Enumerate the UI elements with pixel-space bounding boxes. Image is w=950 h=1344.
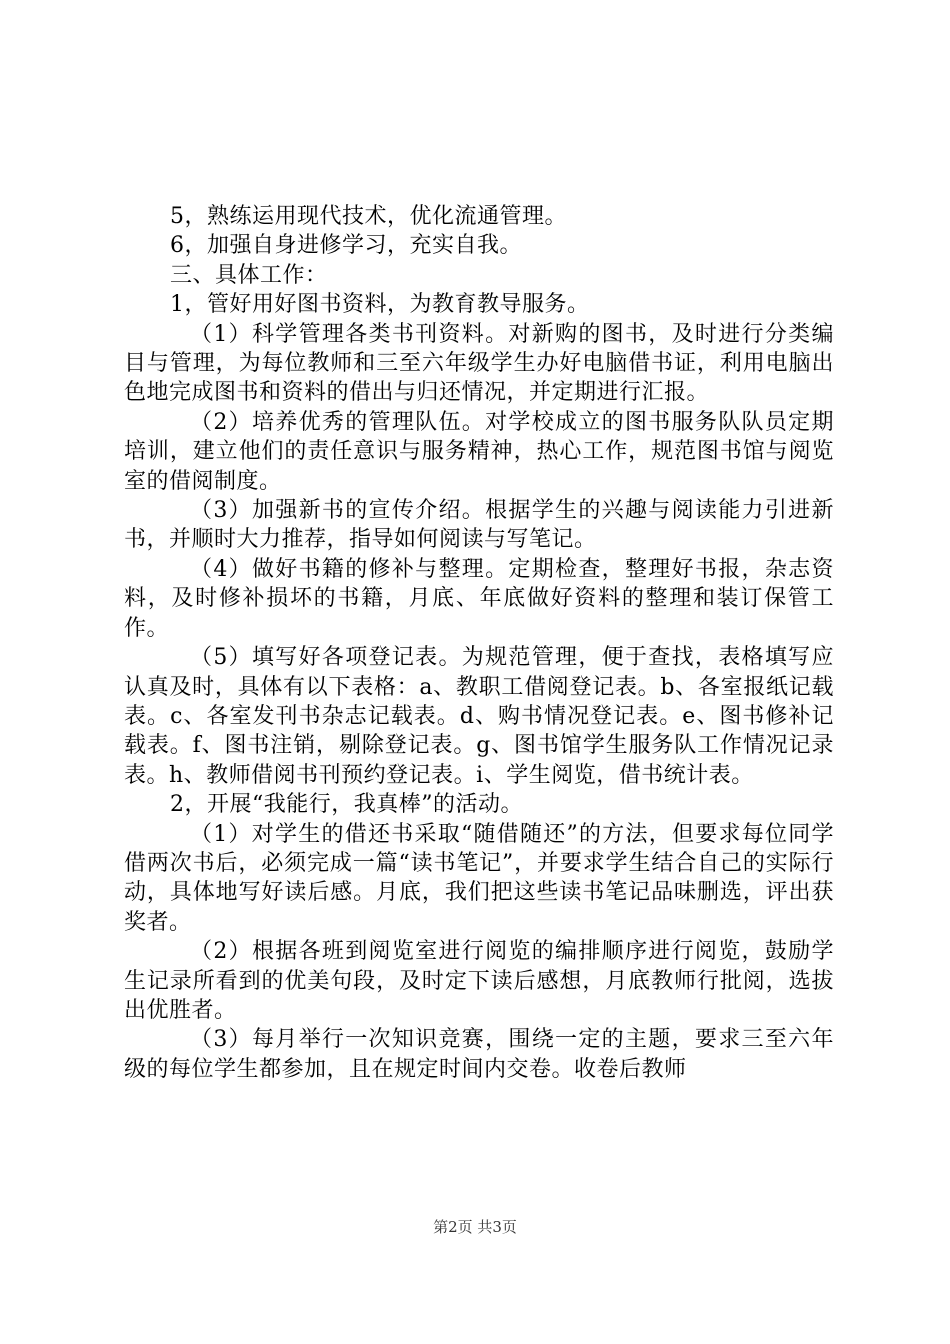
sub-item-1-2: （2）培养优秀的管理队伍。对学校成立的图书服务队队员定期培训，建立他们的责任意识与服务精神，热心工作，规范图书馆与阅览室的借阅制度。 xyxy=(124,409,834,494)
document-body xyxy=(124,202,834,1084)
paragraph-item-5: 5，熟练运用现代技术，优化流通管理。 xyxy=(170,204,567,229)
sub-item-1-5: （5）填写好各项登记表。为规范管理，便于查找，表格填写应认真及时，具体有以下表格：a、教职工借阅登记表。b、各室报纸记载表。c、各室发刊书杂志记载表。d、购书情况登记表。e、图书修补记载表。f、图书注销，剔除登记表。g、图书馆学生服务队工作情况记录表。h、教师借阅书刊预约登记表。i、学生阅览，借书统计表。 xyxy=(124,645,834,788)
sub-item-2-1: （1）对学生的借还书采取“随借随还”的方法，但要求每位同学借两次书后，必须完成一篇“读书笔记”，并要求学生结合自己的实际行动，具体地写好读后感。月底，我们把这些读书笔记品味删选，评出获奖者。 xyxy=(124,821,834,935)
work-item-2-heading: 2，开展“我能行，我真棒”的活动。 xyxy=(170,792,523,818)
sub-item-1-3: （3）加强新书的宣传介绍。根据学生的兴趣与阅读能力引进新书，并顺时大力推荐，指导如何阅读与写笔记。 xyxy=(124,498,834,553)
sub-item-2-3: （3）每月举行一次知识竞赛，围绕一定的主题，要求三至六年级的每位学生都参加，且在规定时间内交卷。收卷后教师 xyxy=(124,1027,834,1082)
work-item-1-heading: 1，管好用好图书资料，为教育教导服务。 xyxy=(170,292,590,318)
sub-item-2-2: （2）根据各班到阅览室进行阅览的编排顺序进行阅览，鼓励学生记录所看到的优美句段，及时定下读后感想，月底教师行批阅，选拔出优胜者。 xyxy=(124,939,834,1023)
section-heading-specific-work: 三、具体工作： xyxy=(170,262,328,288)
paragraph-item-6: 6，加强自身进修学习，充实自我。 xyxy=(170,233,522,259)
sub-item-1-1: （1）科学管理各类书刊资料。对新购的图书，及时进行分类编目与管理，为每位教师和三至六年级学生办好电脑借书证，利用电脑出色地完成图书和资料的借出与归还情况，并定期进行汇报。 xyxy=(124,321,834,406)
page-number-footer: 第2页 共3页 xyxy=(433,1218,517,1236)
sub-item-1-4: （4）做好书籍的修补与整理。定期检查，整理好书报，杂志资料，及时修补损坏的书籍，月底、年底做好资料的整理和装订保管工作。 xyxy=(124,556,834,641)
